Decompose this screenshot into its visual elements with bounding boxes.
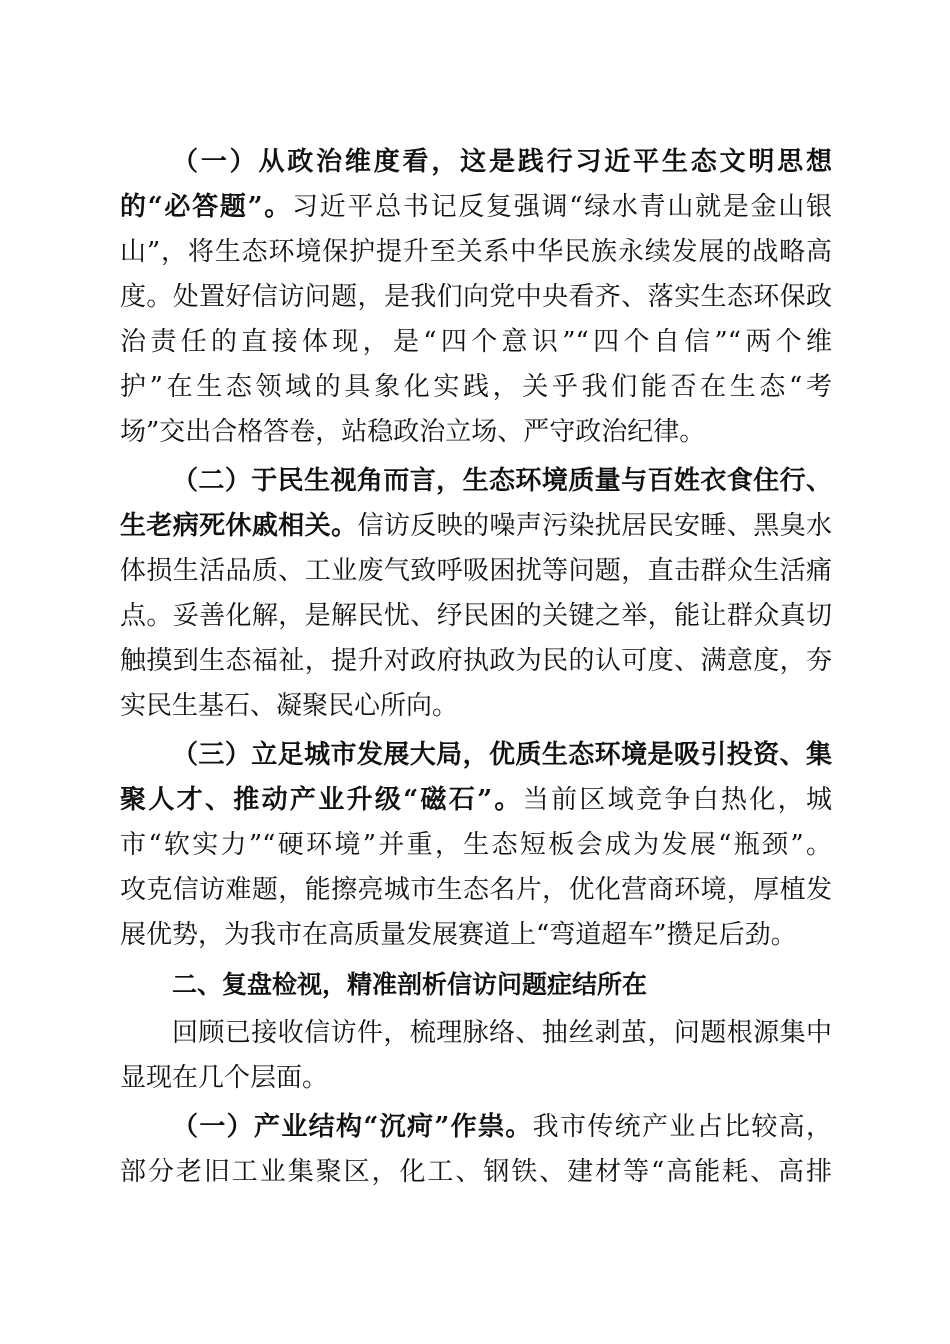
paragraph-line: （一）从政治维度看，这是践行习近平生态文明思想 <box>172 147 832 177</box>
bold-phrase: （一）产业结构“沉疴”作祟。 <box>172 1112 533 1142</box>
paragraph-city-development <box>120 733 832 958</box>
text-run: 我市传统产业占比较高， <box>532 1112 832 1142</box>
paragraph-line <box>120 778 832 823</box>
text-run: 信访反映的噪声污染扰居民安睡、黑臭水 <box>357 511 832 541</box>
paragraph-line: （三）立足城市发展大局，优质生态环境是吸引投资、集 <box>172 740 832 770</box>
paragraph-line: 市“软实力”“硬环境”并重，生态短板会成为发展“瓶颈”。 <box>120 830 832 860</box>
paragraph-line: 触摸到生态福祉，提升对政府执政为民的认可度、满意度，夯 <box>120 646 832 676</box>
paragraph-line: （二）于民生视角而言，生态环境质量与百姓衣食住行、 <box>172 466 832 496</box>
paragraph-line: 回顾已接收信访件，梳理脉络、抽丝剥茧，问题根源集中 <box>172 1018 832 1048</box>
text-run: 当前区域竞争白热化，城 <box>522 785 832 815</box>
paragraph-line <box>120 185 832 230</box>
paragraph-line: 山”，将生态环境保护提升至关系中华民族永续发展的战略高 <box>120 237 832 267</box>
paragraph-line: 实民生基石、凝聚民心所向。 <box>120 691 459 721</box>
paragraph-line <box>120 504 832 549</box>
paragraph-line: 治责任的直接体现，是“四个意识”“四个自信”“两个维 <box>120 327 832 357</box>
section-heading: 二、复盘检视，精准剖析信访问题症结所在 <box>172 970 648 999</box>
paragraph-line: 显现在几个层面。 <box>120 1063 329 1093</box>
text-run: 习近平总书记反复强调“绿水青山就是金山银 <box>291 192 832 222</box>
paragraph-line: 度。处置好信访问题，是我们向党中央看齐、落实生态环保政 <box>120 282 832 312</box>
paragraph-line: 体损生活品质、工业废气致呼吸困扰等问题，直击群众生活痛 <box>120 556 832 586</box>
paragraph-line: 部分老旧工业集聚区，化工、钢铁、建材等“高能耗、高排 <box>120 1157 832 1187</box>
paragraph-line: 场”交出合格答卷，站稳政治立场、严守政治纪律。 <box>120 417 706 447</box>
paragraph-industrial-structure <box>120 1105 832 1195</box>
paragraph-review-intro <box>120 1011 832 1101</box>
paragraph-line: 攻克信访难题，能擦亮城市生态名片，优化营商环境，厚植发 <box>120 875 832 905</box>
bold-phrase: 聚人才、推动产业升级“磁石”。 <box>120 785 523 815</box>
paragraph-political <box>120 140 832 455</box>
bold-phrase: 生老病死休戚相关。 <box>120 511 358 541</box>
document-page <box>120 140 832 1195</box>
paragraph-livelihood <box>120 459 832 729</box>
paragraph-line <box>120 1105 832 1150</box>
paragraph-line: 展优势，为我市在高质量发展赛道上“弯道超车”攒足后劲。 <box>120 920 797 950</box>
bold-phrase: 的“必答题”。 <box>120 192 292 222</box>
paragraph-line: 护”在生态领域的具象化实践，关乎我们能否在生态“考 <box>120 372 832 402</box>
paragraph-line: 点。妥善化解，是解民忧、纾民困的关键之举，能让群众真切 <box>120 601 832 631</box>
